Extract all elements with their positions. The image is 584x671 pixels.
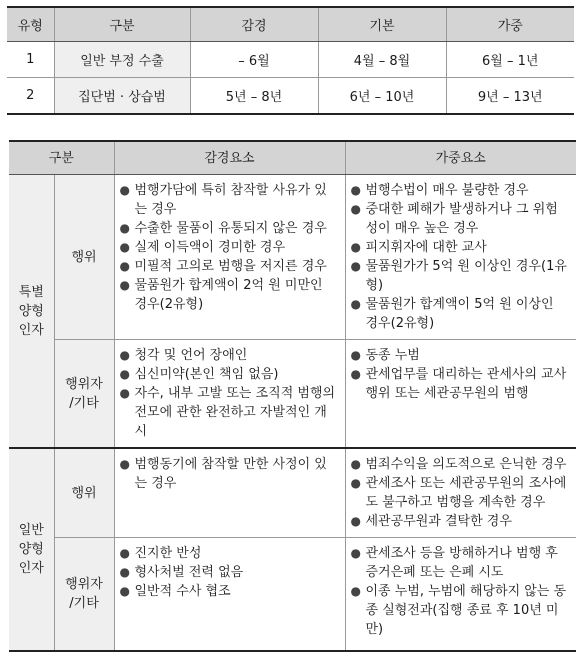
header-row: [7, 7, 574, 42]
mitigating-factors-list: [119, 346, 339, 441]
sub-category: [54, 538, 114, 651]
sub-category-text: /기타: [69, 595, 99, 611]
list-item: ● 범행수법이 매우 불량한 경우: [350, 181, 571, 200]
basic-cell: 4월 – 8월: [318, 42, 446, 78]
group-label: [9, 448, 54, 651]
list-item: ● 자수, 내부 고발 또는 조직적 범행의 전모에 관한 완전하고 자발적인 개시: [119, 384, 339, 441]
list-item: ● 피지휘자에 대한 교사: [350, 238, 571, 257]
list-item: ● 일반적 수사 협조: [119, 582, 339, 601]
mitigating-factors-list: [119, 181, 339, 314]
mitigating-factors: [114, 538, 345, 651]
sub-category: [54, 340, 114, 449]
list-item: ● 범행가담에 특히 참작할 사유가 있는 경우: [119, 181, 339, 219]
table-row: [9, 538, 576, 651]
list-item: ● 미필적 고의로 범행을 저지른 경우: [119, 257, 339, 276]
sub-category-text: /기타: [69, 395, 99, 411]
header-aggravating-factors: 가중요소: [345, 141, 576, 175]
aggravated-cell: 9년 – 13년: [446, 78, 574, 115]
table-row: [9, 448, 576, 538]
category-cell: 집단범 · 상습범: [54, 78, 190, 115]
sentencing-factors-table: [9, 140, 576, 652]
list-item: ● 관세조사 등을 방해하거나 범행 후 증거은폐 또는 은폐 시도: [350, 544, 571, 582]
type-cell: 1: [7, 42, 54, 78]
list-item: ● 심신미약(본인 책임 없음): [119, 365, 339, 384]
list-item: ● 진지한 반성: [119, 544, 339, 563]
header-basic: 기본: [318, 7, 446, 42]
list-item: ● 세관공무원과 결탁한 경우: [350, 512, 571, 531]
sub-category-text: 행위: [71, 485, 97, 501]
aggravated-cell: 6월 – 1년: [446, 42, 574, 78]
list-item: ● 관세조사 또는 세관공무원의 조사에도 불구하고 범행을 계속한 경우: [350, 474, 571, 512]
table-row: [7, 42, 574, 78]
mitigating-factors: [114, 340, 345, 449]
header-mitigating-factors: 감경요소: [114, 141, 345, 175]
header-category: 구분: [9, 141, 114, 175]
group-label: [9, 175, 54, 449]
group-label-text: 일반: [18, 522, 44, 538]
table-row: [9, 175, 576, 340]
table-row: [7, 78, 574, 115]
list-item: ● 물품원가가 5억 원 이상인 경우(1유형): [350, 257, 571, 295]
list-item: ● 수출한 물품이 유통되지 않은 경우: [119, 219, 339, 238]
type-cell: 2: [7, 78, 54, 115]
group-label-text: 인자: [18, 322, 44, 338]
aggravating-factors-list: [350, 455, 571, 531]
sub-category: [54, 175, 114, 340]
mitigated-cell: 5년 – 8년: [190, 78, 318, 115]
sub-category-text: 행위자: [65, 576, 103, 592]
sub-category-text: 행위: [71, 249, 97, 265]
list-item: ● 관세업무를 대리하는 관세사의 교사행위 또는 세관공무원의 범행: [350, 365, 571, 403]
group-label-text: 양형: [18, 303, 44, 319]
list-item: ● 청각 및 언어 장애인: [119, 346, 339, 365]
aggravating-factors: [345, 538, 576, 651]
sub-category-text: 행위자: [65, 376, 103, 392]
aggravating-factors-list: [350, 544, 571, 639]
list-item: ● 범행동기에 참작할 만한 사정이 있는 경우: [119, 455, 339, 493]
aggravating-factors: [345, 175, 576, 340]
category-cell: 일반 부정 수출: [54, 42, 190, 78]
sub-category: [54, 448, 114, 538]
list-item: ● 중대한 폐해가 발생하거나 그 위험성이 매우 높은 경우: [350, 200, 571, 238]
basic-cell: 6년 – 10년: [318, 78, 446, 115]
aggravating-factors: [345, 340, 576, 449]
group-label-text: 인자: [18, 560, 44, 576]
header-aggravated: 가중: [446, 7, 574, 42]
list-item: ● 범죄수익을 의도적으로 은닉한 경우: [350, 455, 571, 474]
sentencing-range-table: [7, 6, 574, 115]
mitigating-factors: [114, 175, 345, 340]
list-item: ● 형사처벌 전력 없음: [119, 563, 339, 582]
list-item: ● 실제 이득액이 경미한 경우: [119, 238, 339, 257]
header-mitigated: 감경: [190, 7, 318, 42]
header-row: [9, 141, 576, 175]
group-label-text: 양형: [18, 541, 44, 557]
header-type: 유형: [7, 7, 54, 42]
aggravating-factors: [345, 448, 576, 538]
list-item: ● 물품원가 합계액이 2억 원 미만인 경우(2유형): [119, 276, 339, 314]
table-row: [9, 340, 576, 449]
mitigating-factors-list: [119, 455, 339, 493]
header-category: 구분: [54, 7, 190, 42]
mitigated-cell: – 6월: [190, 42, 318, 78]
list-item: ● 이종 누범, 누범에 해당하지 않는 동종 실형전과(집행 종료 후 10년 미만): [350, 582, 571, 639]
aggravating-factors-list: [350, 346, 571, 403]
list-item: ● 물품원가 합계액이 5억 원 이상인 경우(2유형): [350, 295, 571, 333]
aggravating-factors-list: [350, 181, 571, 333]
group-label-text: 특별: [18, 284, 44, 300]
mitigating-factors-list: [119, 544, 339, 601]
mitigating-factors: [114, 448, 345, 538]
list-item: ● 동종 누범: [350, 346, 571, 365]
